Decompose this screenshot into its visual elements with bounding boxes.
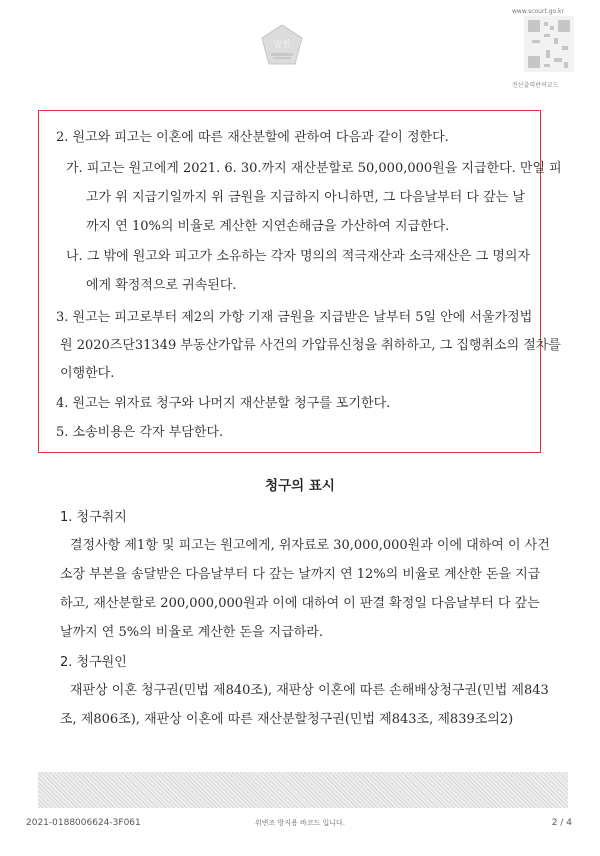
claim-cause-line1: 재판상 이혼 청구권(민법 제840조), 재판상 이혼에 따른 손해배상청구권(민법 제843	[70, 683, 549, 698]
item4-text: 4. 원고는 위자료 청구와 나머지 재산분할 청구를 포기한다.	[56, 396, 391, 411]
anti-forgery-barcode-band	[38, 772, 568, 808]
item3-line2: 원 2020즈단31349 부동산가압류 사건의 가압류신청을 취하하고, 그 집행취소의 절차를	[60, 338, 561, 353]
emblem-text: 법원	[273, 40, 291, 50]
item3-line3: 이행한다.	[60, 366, 115, 381]
item5-text: 5. 소송비용은 각자 부담한다.	[56, 425, 224, 440]
qr-caption: 전산출력판비교드	[512, 82, 559, 89]
claim-purpose-heading: 1. 청구취지	[60, 510, 127, 525]
qr-url: www.scourt.go.kr	[512, 8, 564, 15]
document-id: 2021-0188006624-3F061	[26, 818, 141, 828]
barcode-notice: 위변조 방지용 바코드 입니다.	[254, 819, 346, 827]
item2-na-line2: 에게 확정적으로 귀속된다.	[86, 278, 237, 293]
claim-purpose-line4: 날까지 연 5%의 비율로 계산한 돈을 지급하라.	[60, 625, 324, 640]
item2-na-line1: 나. 그 밖에 원고와 피고가 소유하는 각자 명의의 적극재산과 소극재산은 그 명의자	[66, 249, 531, 264]
item2-ga-line1: 가. 피고는 원고에게 2021. 6. 30.까지 재산분할로 50,000,000원을 지급한다. 만일 피	[66, 161, 562, 176]
item3-line1: 3. 원고는 피고로부터 제2의 가항 기재 금원을 지급받은 날부터 5일 안에 서울가정법	[56, 310, 533, 325]
item2-ga-line2: 고가 위 지급기일까지 위 금원을 지급하지 아니하면, 그 다음날부터 다 갚는 날	[86, 190, 525, 205]
item2-ga-line3: 까지 연 10%의 비율로 계산한 지연손해금을 가산하여 지급한다.	[86, 219, 450, 234]
claim-cause-heading: 2. 청구원인	[60, 655, 127, 670]
claim-section-title: 청구의 표시	[265, 478, 335, 494]
claim-purpose-line2: 소장 부본을 송달받은 다음날부터 다 갚는 날까지 연 12%의 비율로 계산한 돈을 지급	[60, 567, 541, 582]
page-number: 2 / 4	[551, 818, 572, 828]
qr-code-icon	[520, 12, 578, 76]
claim-purpose-line3: 하고, 재산분할로 200,000,000원과 이에 대하여 이 판결 확정일 다음날부터 다 갚는	[60, 596, 540, 611]
claim-cause-line2: 조, 제806조), 재판상 이혼에 따른 재산분할청구권(민법 제843조, 제839조의2)	[60, 712, 514, 727]
item2-text: 2. 원고와 피고는 이혼에 따른 재산분할에 관하여 다음과 같이 정한다.	[56, 130, 449, 145]
court-emblem-logo	[258, 22, 306, 70]
claim-purpose-line1: 결정사항 제1항 및 피고는 원고에게, 위자료로 30,000,000원과 이에 대하여 이 사건	[70, 538, 550, 553]
